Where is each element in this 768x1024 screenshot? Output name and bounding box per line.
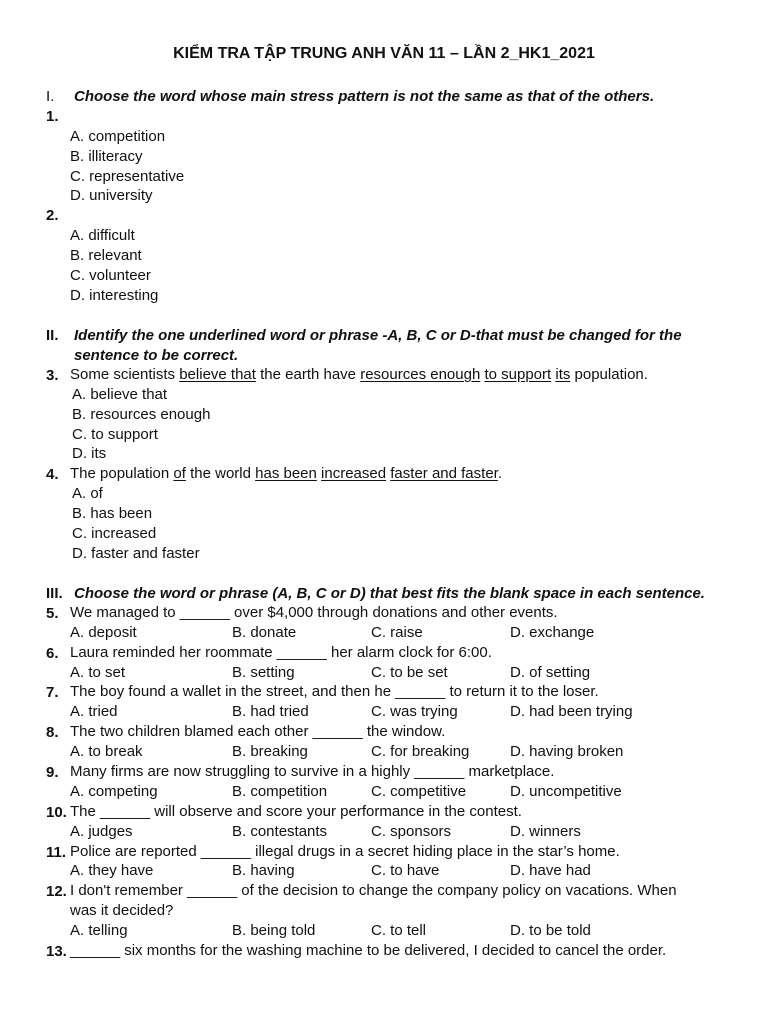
underlined-phrase: increased: [321, 465, 387, 482]
question-number: 3.: [46, 367, 59, 384]
question-text: We managed to ______ over $4,000 through donations and other events.: [70, 604, 558, 621]
question-number: 7.: [46, 684, 59, 701]
option: C. increased: [72, 525, 157, 542]
option: C. representative: [70, 168, 185, 185]
option: B. had tried: [232, 703, 309, 720]
option: C. to tell: [371, 922, 427, 939]
section-1-heading: [46, 87, 654, 107]
question-text: The two children blamed each other ______ the window.: [70, 723, 446, 740]
question-number: 2.: [46, 207, 59, 224]
underlined-phrase: its: [555, 366, 571, 383]
option: D. uncompetitive: [510, 783, 622, 800]
section-1-roman: I.: [46, 88, 55, 105]
section-1-instruction: Choose the word whose main stress pattern is not the same as that of the others.: [74, 88, 655, 105]
option: D. had been trying: [510, 703, 633, 720]
underlined-phrase: has been: [255, 465, 317, 482]
underlined-phrase: believe that: [179, 366, 256, 383]
option: B. has been: [72, 505, 153, 522]
question-number: 9.: [46, 764, 59, 781]
option: A. telling: [70, 922, 128, 939]
option: A. judges: [70, 823, 133, 840]
option: D. winners: [510, 823, 581, 840]
option: B. having: [232, 862, 295, 879]
option: A. of: [72, 485, 103, 502]
section-2-roman: II.: [46, 327, 59, 344]
question-number: 4.: [46, 466, 59, 483]
question-number: 10.: [46, 804, 67, 821]
section-3-instruction: Choose the word or phrase (A, B, C or D) that best fits the blank space in each sentence.: [74, 585, 705, 602]
option: C. sponsors: [371, 823, 452, 840]
option: B. setting: [232, 664, 295, 681]
question-text: Many firms are now struggling to survive in a highly ______ marketplace.: [70, 763, 555, 780]
option: D. interesting: [70, 287, 159, 304]
question-number: 11.: [46, 844, 67, 861]
option: C. to support: [72, 426, 158, 443]
option: C. for breaking: [371, 743, 470, 760]
question-number: 6.: [46, 645, 59, 662]
option: B. being told: [232, 922, 316, 939]
page-title: KIỂM TRA TẬP TRUNG ANH VĂN 11 – LẦN 2_HK1_2021: [173, 45, 595, 62]
question-text: Some scientists believe that the earth have resources enough to support its population.: [70, 366, 648, 383]
option: D. exchange: [510, 624, 595, 641]
option: D. its: [72, 445, 107, 462]
option: A. they have: [70, 862, 154, 879]
question-text-continued: was it decided?: [70, 902, 174, 919]
option: A. tried: [70, 703, 118, 720]
question-text: The population of the world has been increased faster and faster.: [70, 465, 503, 482]
option: D. having broken: [510, 743, 624, 760]
option: D. university: [70, 187, 153, 204]
question-text: I don't remember ______ of the decision to change the company policy on vacations. When: [70, 882, 677, 899]
underlined-phrase: to support: [484, 366, 552, 383]
question-text: The boy found a wallet in the street, and then he ______ to return it to the loser.: [70, 683, 599, 700]
underlined-phrase: resources enough: [360, 366, 481, 383]
question-text: Laura reminded her roommate ______ her alarm clock for 6:00.: [70, 644, 492, 661]
question-number: 8.: [46, 724, 59, 741]
option: A. to break: [70, 743, 143, 760]
option: A. competition: [70, 128, 166, 145]
option: D. have had: [510, 862, 591, 879]
question-text: ______ six months for the washing machine to be delivered, I decided to cancel the order.: [70, 942, 667, 959]
option: C. was trying: [371, 703, 458, 720]
question-number: 12.: [46, 883, 67, 900]
option: C. to be set: [371, 664, 448, 681]
option: B. contestants: [232, 823, 328, 840]
underlined-phrase: of: [173, 465, 186, 482]
option: A. deposit: [70, 624, 137, 641]
section-2-heading: [46, 326, 682, 346]
option: D. to be told: [510, 922, 591, 939]
option: A. believe that: [72, 386, 168, 403]
option: C. raise: [371, 624, 423, 641]
option: A. difficult: [70, 227, 135, 244]
question-text: Police are reported ______ illegal drugs in a secret hiding place in the star’s home.: [70, 843, 620, 860]
section-3-heading: [46, 584, 705, 604]
option: B. resources enough: [72, 406, 211, 423]
option: D. of setting: [510, 664, 591, 681]
option: B. relevant: [70, 247, 142, 264]
option: A. competing: [70, 783, 158, 800]
option: B. competition: [232, 783, 328, 800]
option: D. faster and faster: [72, 545, 200, 562]
underlined-phrase: faster and faster: [390, 465, 498, 482]
section-3-roman: III.: [46, 585, 63, 602]
question-number: 13.: [46, 943, 67, 960]
question-text: The ______ will observe and score your performance in the contest.: [70, 803, 522, 820]
question-number: 1.: [46, 108, 59, 125]
section-2-instruction-line1: Identify the one underlined word or phrase -A, B, C or D-that must be changed for the: [74, 327, 682, 344]
option: B. donate: [232, 624, 297, 641]
option: B. illiteracy: [70, 148, 143, 165]
option: C. competitive: [371, 783, 467, 800]
section-2-instruction-line2: sentence to be correct.: [74, 347, 239, 364]
option: C. volunteer: [70, 267, 151, 284]
option: A. to set: [70, 664, 126, 681]
question-number: 5.: [46, 605, 59, 622]
option: C. to have: [371, 862, 440, 879]
option: B. breaking: [232, 743, 308, 760]
